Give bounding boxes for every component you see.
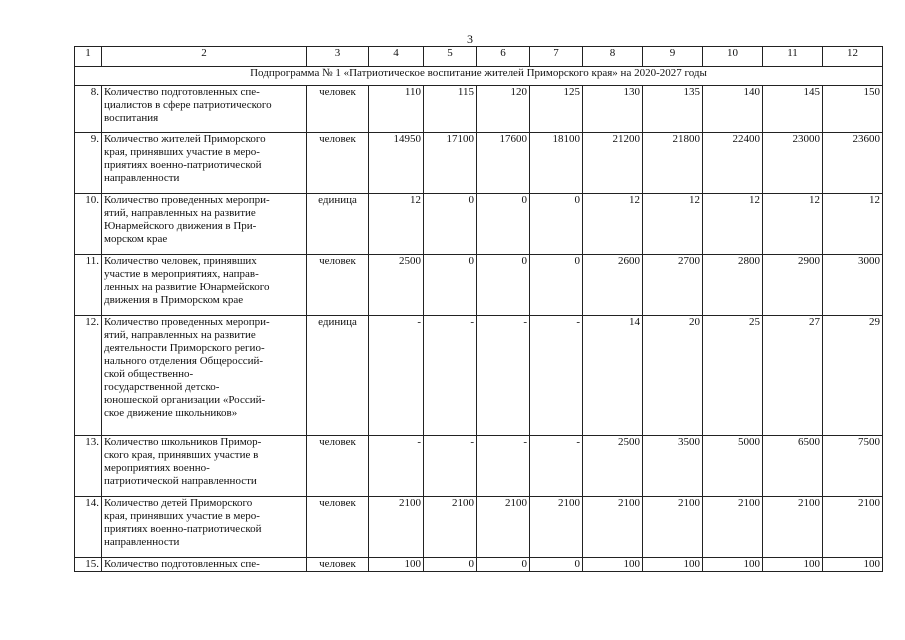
value-cell: 150	[823, 86, 883, 133]
row-number: 14.	[75, 497, 102, 558]
indicator-name-line: патриотической направленности	[104, 475, 257, 487]
table-row	[75, 133, 883, 194]
header-cell: 3	[307, 47, 369, 67]
indicator-name-line: участие в мероприятиях, направ-	[104, 268, 259, 280]
value-cell: 12	[823, 194, 883, 255]
indicator-name-line: приятиях военно-патриотической	[104, 159, 262, 171]
value-cell: 0	[530, 194, 583, 255]
value-cell: 130	[583, 86, 643, 133]
indicator-name-line: юношеской организации «Россий-	[104, 394, 266, 406]
table-row	[75, 316, 883, 436]
table-row	[75, 558, 883, 572]
header-cell: 7	[530, 47, 583, 67]
indicator-name-line: ленных на развитие Юнармейского	[104, 281, 270, 293]
unit-cell: человек	[307, 436, 369, 497]
value-cell: 20	[643, 316, 703, 436]
unit-cell: единица	[307, 194, 369, 255]
indicator-name-line: Количество проведенных меропри-	[104, 316, 270, 328]
table-row	[75, 436, 883, 497]
value-cell: 2100	[703, 497, 763, 558]
indicator-name-line: Количество школьников Примор-	[104, 436, 262, 448]
indicator-name-line: направленности	[104, 536, 180, 548]
header-cell: 10	[703, 47, 763, 67]
indicator-name-line: ятий, направленных на развитие	[104, 329, 256, 341]
unit-cell: человек	[307, 133, 369, 194]
value-cell: 2100	[643, 497, 703, 558]
header-cell: 5	[424, 47, 477, 67]
value-cell: 7500	[823, 436, 883, 497]
value-cell: 0	[530, 255, 583, 316]
value-cell: 27	[763, 316, 823, 436]
value-cell: 12	[369, 194, 424, 255]
header-cell: 12	[823, 47, 883, 67]
value-cell: 0	[530, 558, 583, 572]
value-cell: 6500	[763, 436, 823, 497]
indicator-name-line: государственной детско-	[104, 381, 220, 393]
value-cell: 2500	[369, 255, 424, 316]
header-cell: 2	[102, 47, 307, 67]
header-cell: 11	[763, 47, 823, 67]
indicator-name-line: мероприятиях военно-	[104, 462, 210, 474]
value-cell: 100	[583, 558, 643, 572]
page-number: 3	[467, 32, 473, 46]
value-cell: 120	[477, 86, 530, 133]
header-cell: 6	[477, 47, 530, 67]
value-cell: 125	[530, 86, 583, 133]
indicator-name-line: ское движение школьников»	[104, 407, 238, 419]
indicator-name-line: Количество жителей Приморского	[104, 133, 266, 145]
value-cell: 23600	[823, 133, 883, 194]
row-number: 9.	[75, 133, 102, 194]
value-cell: 25	[703, 316, 763, 436]
value-cell: 140	[703, 86, 763, 133]
indicator-name-line: Количество проведенных меропри-	[104, 194, 270, 206]
value-cell: -	[530, 316, 583, 436]
value-cell: 2100	[424, 497, 477, 558]
indicator-name-line: направленности	[104, 172, 180, 184]
value-cell: 21200	[583, 133, 643, 194]
value-cell: 2700	[643, 255, 703, 316]
value-cell: 2100	[763, 497, 823, 558]
header-cell: 4	[369, 47, 424, 67]
row-number: 8.	[75, 86, 102, 133]
indicator-name-line: Количество детей Приморского	[104, 497, 253, 509]
row-number: 15.	[75, 558, 102, 572]
header-cell: 1	[75, 47, 102, 67]
value-cell: 22400	[703, 133, 763, 194]
table-row	[75, 194, 883, 255]
value-cell: 2900	[763, 255, 823, 316]
value-cell: 5000	[703, 436, 763, 497]
value-cell: 0	[424, 194, 477, 255]
value-cell: 115	[424, 86, 477, 133]
value-cell: 0	[424, 255, 477, 316]
subprogram-row	[75, 67, 883, 86]
indicator-name	[102, 194, 307, 255]
unit-cell: человек	[307, 558, 369, 572]
value-cell: 2100	[823, 497, 883, 558]
value-cell: 17100	[424, 133, 477, 194]
indicator-name	[102, 255, 307, 316]
value-cell: 100	[643, 558, 703, 572]
table-row	[75, 497, 883, 558]
unit-cell: человек	[307, 86, 369, 133]
unit-cell: человек	[307, 255, 369, 316]
indicator-name	[102, 497, 307, 558]
value-cell: 100	[369, 558, 424, 572]
value-cell: 2800	[703, 255, 763, 316]
value-cell: -	[369, 436, 424, 497]
value-cell: -	[424, 316, 477, 436]
indicator-name-line: ятий, направленных на развитие	[104, 207, 256, 219]
indicator-name-line: Юнармейского движения в При-	[104, 220, 257, 232]
row-number: 10.	[75, 194, 102, 255]
indicator-name-line: края, принявших участие в меро-	[104, 510, 260, 522]
subprogram-title: Подпрограмма № 1 «Патриотическое воспитание жителей Приморского края» на 2020-2027 годы	[75, 67, 883, 86]
value-cell: 2100	[583, 497, 643, 558]
value-cell: 14950	[369, 133, 424, 194]
indicator-name-line: приятиях военно-патриотической	[104, 523, 262, 535]
value-cell: 3500	[643, 436, 703, 497]
value-cell: 18100	[530, 133, 583, 194]
value-cell: 100	[823, 558, 883, 572]
value-cell: 3000	[823, 255, 883, 316]
value-cell: 0	[424, 558, 477, 572]
value-cell: 17600	[477, 133, 530, 194]
value-cell: 110	[369, 86, 424, 133]
indicator-name-line: воспитания	[104, 112, 159, 124]
value-cell: 29	[823, 316, 883, 436]
value-cell: 23000	[763, 133, 823, 194]
value-cell: 135	[643, 86, 703, 133]
value-cell: 12	[763, 194, 823, 255]
value-cell: 2600	[583, 255, 643, 316]
indicator-name-line: деятельности Приморского регио-	[104, 342, 265, 354]
value-cell: 100	[703, 558, 763, 572]
indicators-table	[74, 46, 883, 572]
indicator-name-line: циалистов в сфере патриотического	[104, 99, 272, 111]
value-cell: 0	[477, 558, 530, 572]
indicator-name-line: нального отделения Общероссий-	[104, 355, 264, 367]
value-cell: 145	[763, 86, 823, 133]
value-cell: -	[477, 316, 530, 436]
value-cell: 14	[583, 316, 643, 436]
indicator-name	[102, 436, 307, 497]
value-cell: 0	[477, 194, 530, 255]
indicator-name-line: края, принявших участие в меро-	[104, 146, 260, 158]
table-row	[75, 255, 883, 316]
indicator-name-line: морском крае	[104, 233, 168, 245]
indicator-name	[102, 558, 307, 572]
indicator-name-line: ского края, принявших участие в	[104, 449, 259, 461]
indicator-name	[102, 86, 307, 133]
indicator-name-line: Количество человек, принявших	[104, 255, 257, 267]
unit-cell: человек	[307, 497, 369, 558]
row-number: 13.	[75, 436, 102, 497]
value-cell: -	[530, 436, 583, 497]
value-cell: 100	[763, 558, 823, 572]
header-cell: 9	[643, 47, 703, 67]
value-cell: 12	[643, 194, 703, 255]
indicator-name-line: движения в Приморском крае	[104, 294, 244, 306]
row-number: 12.	[75, 316, 102, 436]
table-row	[75, 86, 883, 133]
row-number: 11.	[75, 255, 102, 316]
indicator-name	[102, 133, 307, 194]
indicator-name-line: ской общественно-	[104, 368, 194, 380]
value-cell: 2100	[477, 497, 530, 558]
value-cell: 0	[477, 255, 530, 316]
value-cell: 12	[583, 194, 643, 255]
header-cell: 8	[583, 47, 643, 67]
header-row	[75, 47, 883, 67]
value-cell: 2100	[530, 497, 583, 558]
value-cell: 21800	[643, 133, 703, 194]
indicator-name	[102, 316, 307, 436]
indicator-name-line: Количество подготовленных спе-	[104, 558, 260, 570]
value-cell: -	[424, 436, 477, 497]
value-cell: 2100	[369, 497, 424, 558]
value-cell: -	[477, 436, 530, 497]
value-cell: -	[369, 316, 424, 436]
indicator-name-line: Количество подготовленных спе-	[104, 86, 260, 98]
value-cell: 12	[703, 194, 763, 255]
value-cell: 2500	[583, 436, 643, 497]
unit-cell: единица	[307, 316, 369, 436]
